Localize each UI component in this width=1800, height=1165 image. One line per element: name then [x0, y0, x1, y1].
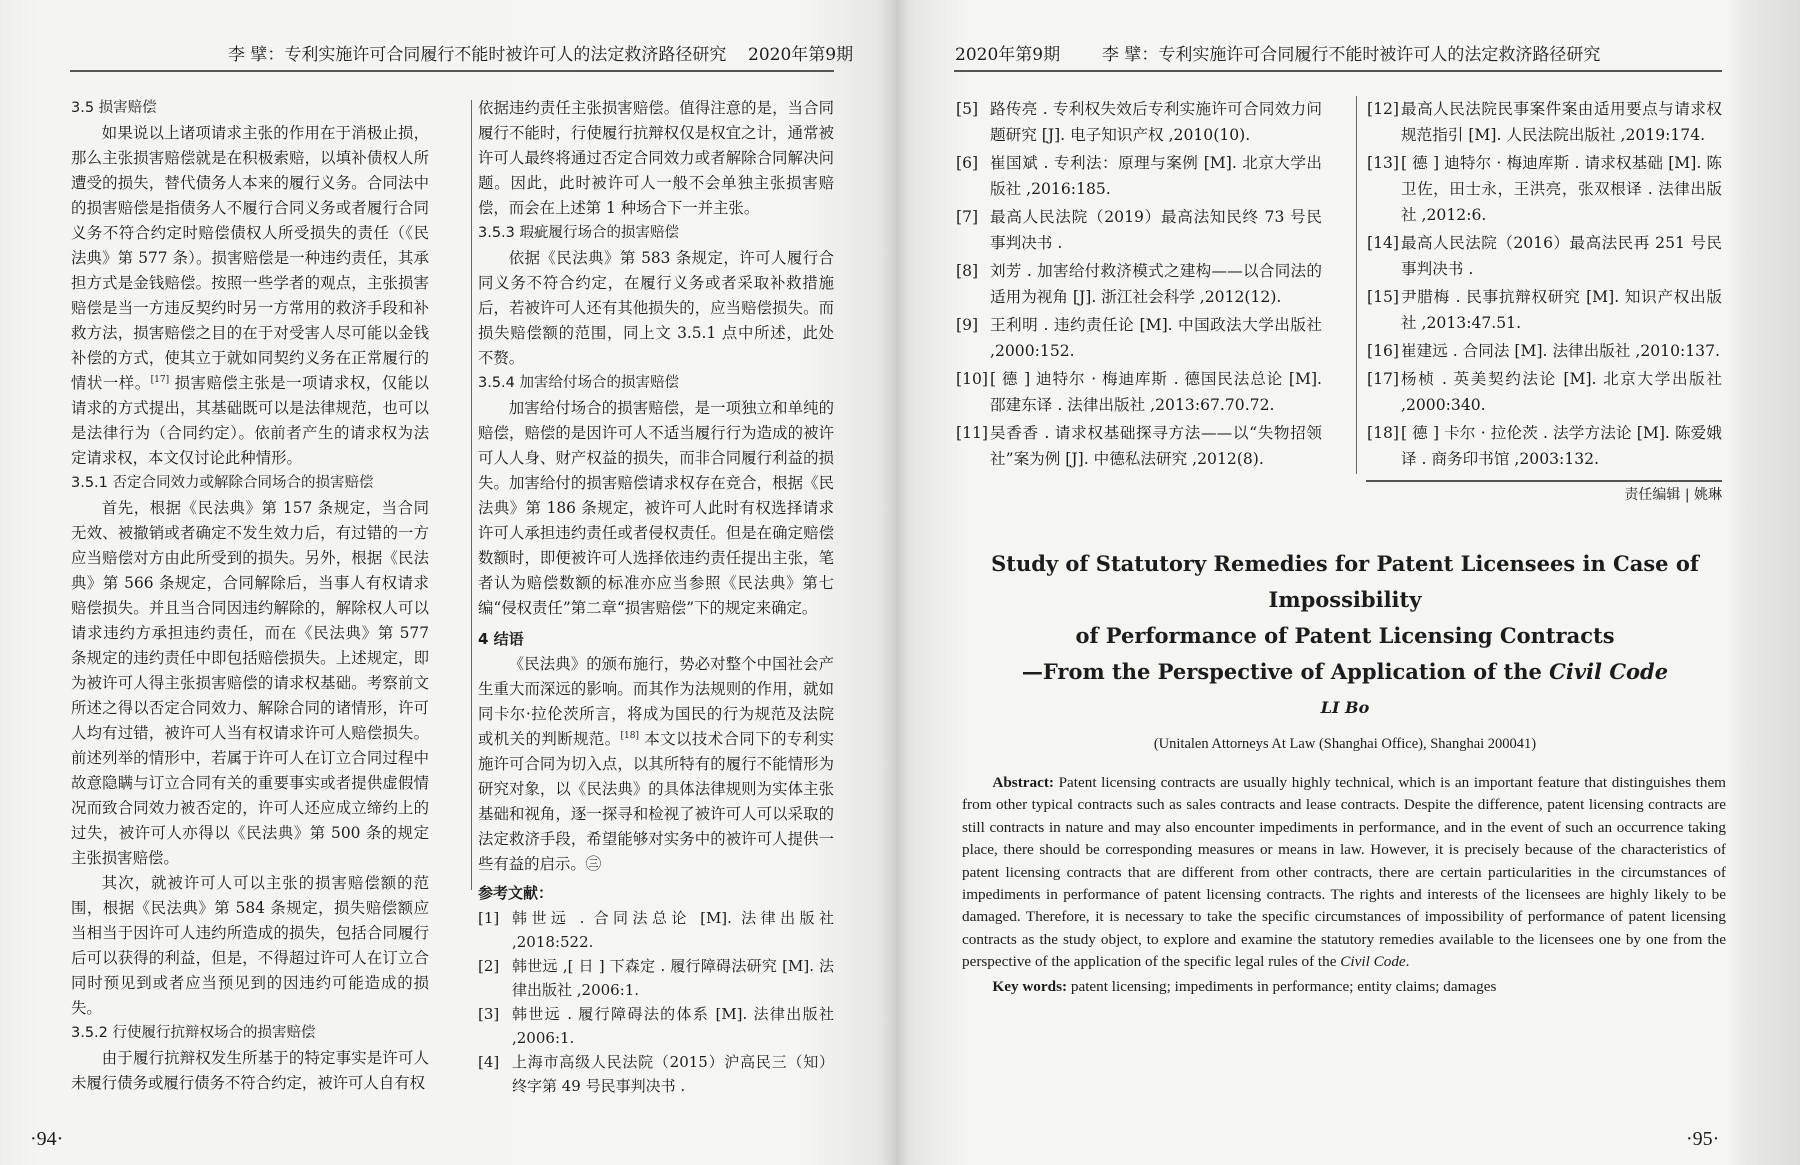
references: [956, 96, 1722, 474]
abstract-text: Patent licensing contracts are usually highly technical, which is an important feature that distinguishes them from other typical contracts such as sales contracts and lease contracts. Despite the difference, patent licensing contracts are still contracts in nature and may also encounter impediments in performance, and in the event of such an occurrence taking place, there should be corresponding measures or means in law. However, it is precisely because of the characteristics of patent licensing contracts that are different from other contracts, there are certain particularities in the circumstances of impediments in performance of patent licensing contracts. The rights and interests of the licensees are highly likely to be damaged. Therefore, it is necessary to take the specific circumstances of impossibility of performance of patent licensing contracts as the study object, to explore and examine the statutory remedies available to the licensees one by one from the perspective of the application of the specific legal rules of the: [962, 774, 1726, 971]
section-heading: 3.5.3 瑕疵履行场合的损害赔偿: [478, 225, 680, 241]
title-italic: Civil Code: [1549, 659, 1669, 684]
left-page: [0, 0, 896, 1165]
reference-item: [1367, 420, 1722, 472]
paragraph: 由于履行抗辩权发生所基于的特定事实是许可人未履行债务或履行债务不符合约定，被许可人自有权: [71, 1049, 429, 1092]
reference-item: [1367, 284, 1722, 336]
paragraph: 加害给付场合的损害赔偿，是一项独立和单纯的赔偿，赔偿的是因许可人不适当履行行为造成的被许可人人身、财产权益的损失，而非合同履行利益的损失。加害给付的损害赔偿请求权存在竞合，根据《民法典》第 186 条规定，被许可人此时有权选择请求许可人承担违约责任或者侵权责任。但是在确定赔偿数额时，即便被许可人选择依违约责任提出主张，笔者认为赔偿数额的标准亦应当参照《民法典》第七编“侵权责任”第二章“损害赔偿”下的规定来确定。: [478, 399, 834, 617]
right-page-content: [956, 96, 1726, 998]
english-title-line-2: of Performance of Patent Licensing Contracts: [1075, 623, 1615, 648]
reference-text: 杨桢 . 英美契约法论 [M]. 北京大学出版社 ,2000:340.: [1401, 370, 1722, 414]
reference-text: 崔建远 . 合同法 [M]. 法律出版社 ,2010:137.: [1401, 342, 1720, 360]
running-header-title: 李 擘：专利实施许可合同履行不能时被许可人的法定救济路径研究: [1102, 45, 1601, 65]
reference-text: [ 德 ] 卡尔 · 拉伦茨 . 法学方法论 [M]. 陈爱娥译 . 商务印书馆 ,2003:132.: [1401, 424, 1722, 468]
reference-text: 上海市高级人民法院（2015）沪高民三（知）终字第 49 号民事判决书 .: [512, 1053, 834, 1095]
english-title-line-3: [950, 654, 1740, 690]
reference-number: [2]: [478, 957, 500, 975]
keywords-text: patent licensing; impediments in performance; entity claims; damages: [1067, 977, 1497, 995]
paragraph: 首先，根据《民法典》第 157 条规定，当合同无效、被撤销或者确定不发生效力后，有过错的一方应当赔偿对方由此所受到的损失。另外，根据《民法典》第 566 条规定，合同解除后，当事人有权请求赔偿损失。并且当合同因违约解除的，解除权人可以请求违约方承担违约责任，而在《民法典》第 577 条规定的违约责任中即包括赔偿损失。上述规定，即为被许可人得主张损害赔偿的请求权基础。考察前文所述之得以否定合同效力、解除合同的诸情形，许可人均有过错，被许可人当有权请求许可人赔偿损失。前述列举的情形中，若属于许可人在订立合同过程中故意隐瞒与订立合同有关的重要事实或者提供虚假情况而致合同效力被否定的，许可人还应成立缔约上的过失，被许可人亦得以《民法典》第 500 条的规定主张损害赔偿。: [71, 499, 429, 867]
paragraph: 《民法典》的颁布施行，势必对整个中国社会产生重大而深远的影响。而其作为法规则的作用，就如同卡尔·拉伦茨所言，将成为国民的行为规范及法院或机关的判断规范。[18] 本文以技术合同下的专利实施许可合同为切入点，以其所特有的履行不能情形为研究对象，以《民法典》的具体法律规则为实体主张基础和视角，逐一探寻和检视了被许可人可以采取的法定救济手段，希望能够对实务中的被许可人提供一些有益的启示。㊂: [478, 655, 834, 873]
reference-item: [1367, 230, 1722, 282]
reference-number: [10]: [956, 370, 989, 388]
reference-text: 刘芳 . 加害给付救济模式之建构——以合同法的适用为视角 [J]. 浙江社会科学 ,2012(12).: [990, 262, 1322, 306]
reference-item: [956, 312, 1322, 364]
paragraph: 依据《民法典》第 583 条规定，许可人履行合同义务不符合约定，在履行义务或者采取补救措施后，若被许可人还有其他损失的，应当赔偿损失。而损失赔偿额的范围，同上文 3.5.1 点中所述，此处不赘。: [478, 249, 834, 367]
abstract-italic: Civil Code: [1340, 953, 1406, 971]
paragraph: 其次，就被许可人可以主张的损害赔偿额的范围，根据《民法典》第 584 条规定，损失赔偿额应当相当于因许可人违约所造成的损失，包括合同履行后可以获得的利益，但是，不得超过许可人在订立合同时预见到或者应当预见到的因违约可能造成的损失。: [71, 874, 429, 1017]
reference-number: [1]: [478, 909, 500, 927]
reference-text: 王利明 . 违约责任论 [M]. 中国政法大学出版社 ,2000:152.: [990, 316, 1322, 360]
reference-number: [8]: [956, 262, 979, 280]
reference-item: [1367, 366, 1722, 418]
abstract: [962, 772, 1726, 998]
section-heading: 3.5.2 行使履行抗辩权场合的损害赔偿: [71, 1025, 316, 1041]
running-header-issue: 2020年第9期: [748, 45, 854, 65]
citation-marker: [18]: [620, 730, 640, 741]
reference-item: [956, 204, 1322, 256]
body-column-2: [478, 96, 834, 1098]
reference-number: [5]: [956, 100, 979, 118]
english-title-line-1: Study of Statutory Remedies for Patent Licensees in Case of Impossibility: [991, 551, 1699, 612]
reference-text: 吴香香 . 请求权基础探寻方法——以“失物招领社”案为例 [J]. 中德私法研究 ,2012(8).: [990, 424, 1322, 468]
running-header-issue: 2020年第9期: [955, 45, 1061, 65]
reference-number: [11]: [956, 424, 989, 442]
abstract-end: .: [1405, 953, 1410, 971]
section-heading: 3.5.1 否定合同效力或解除合同场合的损害赔偿: [71, 475, 374, 491]
reference-text: 尹腊梅 . 民事抗辩权研究 [M]. 知识产权出版社 ,2013:47.51.: [1401, 288, 1722, 332]
reference-number: [15]: [1367, 288, 1400, 306]
reference-number: [14]: [1367, 234, 1400, 252]
reference-text: 路传亮 . 专利权失效后专利实施许可合同效力问题研究 [J]. 电子知识产权 ,2010(10).: [990, 100, 1322, 144]
reference-item: [478, 1050, 834, 1098]
reference-number: [17]: [1367, 370, 1400, 388]
references-column-2: [1356, 96, 1722, 474]
reference-item: [956, 420, 1322, 472]
spacer: [956, 506, 1722, 546]
title-prefix: —From the Perspective of Application of the: [1021, 659, 1550, 684]
reference-text: 最高人民法院民事案件案由适用要点与请求权规范指引 [M]. 人民法院出版社 ,2019:174.: [1401, 100, 1722, 144]
references-heading: 参考文献：: [478, 884, 554, 902]
reference-text: 韩世远 . 履行障碍法的体系 [M]. 法律出版社 ,2006:1.: [512, 1005, 834, 1047]
reference-item: [478, 906, 834, 954]
affiliation: (Unitalen Attorneys At Law (Shanghai Office), Shanghai 200041): [1153, 736, 1537, 752]
reference-text: 韩世远 ,[ 日 ] 下森定 . 履行障碍法研究 [M]. 法律出版社 ,2006:1.: [512, 957, 834, 999]
reference-number: [7]: [956, 208, 979, 226]
reference-number: [3]: [478, 1005, 500, 1023]
header-rule: [954, 70, 1722, 72]
reference-item: [478, 1002, 834, 1050]
reference-item: [1367, 150, 1722, 228]
keywords-label: Key words:: [992, 977, 1068, 995]
references-column-1: [956, 96, 1322, 474]
author: LI Bo: [1320, 698, 1370, 717]
reference-text: 崔国斌 . 专利法：原理与案例 [M]. 北京大学出版社 ,2016:185.: [990, 154, 1322, 198]
reference-item: [956, 258, 1322, 310]
reference-number: [12]: [1367, 100, 1400, 118]
abstract-label: Abstract:: [992, 774, 1054, 791]
body-column-1: [71, 96, 429, 1096]
header-rule: [70, 70, 834, 72]
responsible-editor: 责任编辑 | 姚琳: [1366, 480, 1722, 506]
reference-text: 最高人民法院（2019）最高法知民终 73 号民事判决书 .: [990, 208, 1322, 252]
reference-item: [478, 954, 834, 1002]
reference-text: 最高人民法院（2016）最高法民再 251 号民事判决书 .: [1401, 234, 1722, 278]
reference-text: 韩世远 . 合同法总论 [M]. 法律出版社 ,2018:522.: [512, 909, 834, 951]
reference-item: [1367, 338, 1722, 364]
reference-number: [6]: [956, 154, 979, 172]
citation-marker: [17]: [150, 374, 170, 385]
reference-number: [16]: [1367, 342, 1400, 360]
paragraph: 如果说以上诸项请求主张的作用在于消极止损，那么主张损害赔偿就是在积极索赔，以填补债权人所遭受的损失，替代债务人本来的履行义务。合同法中的损害赔偿是指债务人不履行合同义务或者履行合同义务不符合约定时赔偿债权人所受损失的责任（《民法典》第 577 条）。损害赔偿是一种违约责任，其承担方式是金钱赔偿。按照一些学者的观点，主张损害赔偿是当一方违反契约时另一方常用的救济手段和补救方法，损害赔偿之目的在于对受害人尽可能以金钱补偿的方式，使其立于就如同契约义务在正常履行的情状一样。[17] 损害赔偿主张是一项请求权，仅能以请求的方式提出，其基础既可以是法律规范，也可以是法律行为（合同约定）。依前者产生的请求权为法定请求权，本文仅讨论此种情形。: [71, 124, 429, 467]
reference-text: [ 德 ] 迪特尔 · 梅迪库斯 . 请求权基础 [M]. 陈卫佐，田士永，王洪亮，张双根译 . 法律出版社 ,2012:6.: [1401, 154, 1722, 224]
section-heading: 3.5.4 加害给付场合的损害赔偿: [478, 375, 680, 391]
reference-item: [956, 366, 1322, 418]
reference-number: [9]: [956, 316, 979, 334]
reference-item: [956, 150, 1322, 202]
section-heading: 4 结语: [478, 630, 524, 648]
reference-item: [956, 96, 1322, 148]
reference-item: [1367, 96, 1722, 148]
section-heading: 3.5 损害赔偿: [71, 100, 157, 116]
reference-number: [18]: [1367, 424, 1400, 442]
running-header-title: 李 擘：专利实施许可合同履行不能时被许可人的法定救济路径研究: [228, 45, 727, 65]
paragraph: 依据违约责任主张损害赔偿。值得注意的是，当合同履行不能时，行使履行抗辩权仅是权宜之计，通常被许可人最终将通过否定合同效力或者解除合同解决问题。因此，此时被许可人一般不会单独主张损害赔偿，而会在上述第 1 种场合下一并主张。: [478, 99, 834, 217]
page-number: ·95·: [1686, 1128, 1720, 1150]
page-number: ·94·: [30, 1128, 64, 1150]
reference-number: [4]: [478, 1053, 500, 1071]
reference-number: [13]: [1367, 154, 1400, 172]
column-divider: [471, 100, 472, 890]
reference-text: [ 德 ] 迪特尔 · 梅迪库斯 . 德国民法总论 [M]. 邵建东译 . 法律出版社 ,2013:67.70.72.: [990, 370, 1322, 414]
